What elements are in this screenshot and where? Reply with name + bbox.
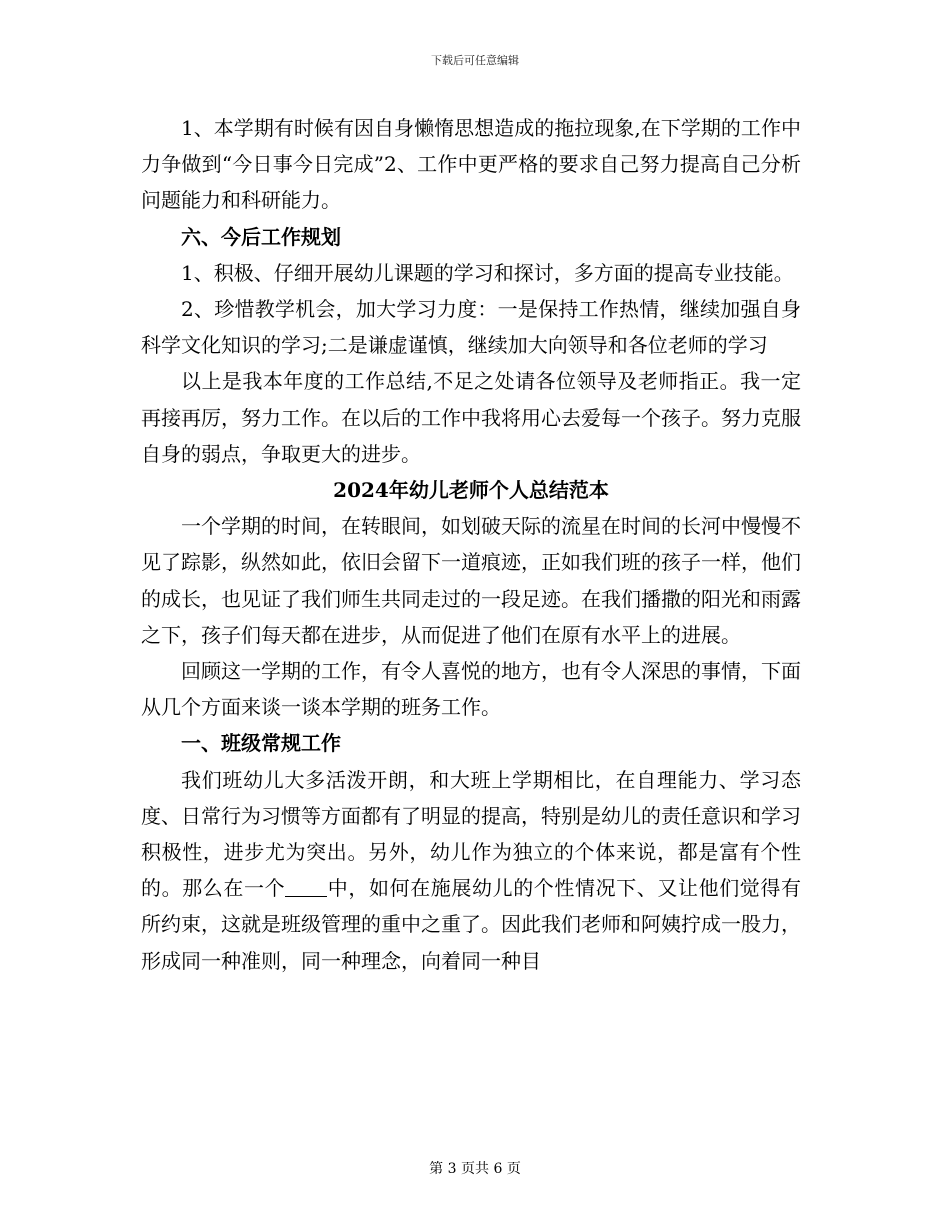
page-header-note: 下载后可任意编辑 — [431, 54, 519, 67]
paragraph-7-part-a: 我们班幼儿大多活泼开朗，和大班上学期相比，在自理能力、学习态度、日常行为习惯等方面都有了明显的提高，特别是幼儿的责任意识和学习积极性，进步尤为突出。另外，幼儿作为独立的个体来说，都是富有个性的。那么在一个 — [141, 767, 801, 901]
footer-current-page: 3 — [447, 1161, 457, 1177]
footer-prefix: 第 — [429, 1161, 444, 1177]
paragraph-2: 1、积极、仔细开展幼儿课题的学习和探讨，多方面的提高专业技能。 — [181, 260, 794, 285]
paragraph-1: 1、本学期有时候有因自身懒惰思想造成的拖拉现象,在下学期的工作中力争做到“今日事今日完成”2、工作中更严格的要求自己努力提高自己分析问题能力和科研能力。 — [141, 116, 801, 213]
fill-in-blank — [285, 876, 327, 897]
paragraph-7 — [141, 762, 801, 979]
paragraph-5: 一个学期的时间，在转眼间，如划破天际的流星在时间的长河中慢慢不见了踪影，纵然如此，依旧会留下一道痕迹，正如我们班的孩子一样，他们的成长，也见证了我们师生共同走过的一段足迹。在我们播撒的阳光和雨露之下，孩子们每天都在进步，从而促进了他们在原有水平上的进展。 — [141, 514, 801, 647]
section-heading-1: 一、班级常规工作 — [181, 731, 341, 756]
document-title: 2024年幼儿老师个人总结范本 — [333, 478, 609, 503]
section-heading-6: 六、今后工作规划 — [181, 224, 341, 249]
paragraph-6: 回顾这一学期的工作，有令人喜悦的地方，也有令人深思的事情，下面从几个方面来谈一谈本学期的班务工作。 — [141, 659, 801, 720]
footer-middle: 页共 — [461, 1161, 489, 1177]
page-footer — [0, 1158, 950, 1178]
footer-suffix: 页 — [506, 1161, 521, 1177]
paragraph-3: 2、珍惜教学机会，加大学习力度：一是保持工作热情，继续加强自身科学文化知识的学习;二是谦虚谨慎，继续加大向领导和各位老师的学习 — [141, 297, 801, 358]
footer-total-pages: 6 — [493, 1161, 503, 1177]
document-body — [141, 110, 801, 979]
paragraph-7-part-b: 中，如何在施展幼儿的个性情况下、又让他们觉得有所约束，这就是班级管理的重中之重了。因此我们老师和阿姨拧成一股力，形成同一种准则，同一种理念，向着同一种目 — [141, 876, 802, 973]
paragraph-4: 以上是我本年度的工作总结,不足之处请各位领导及老师指正。我一定再接再厉，努力工作。在以后的工作中我将用心去爱每一个孩子。努力克服自身的弱点，争取更大的进步。 — [141, 369, 801, 466]
